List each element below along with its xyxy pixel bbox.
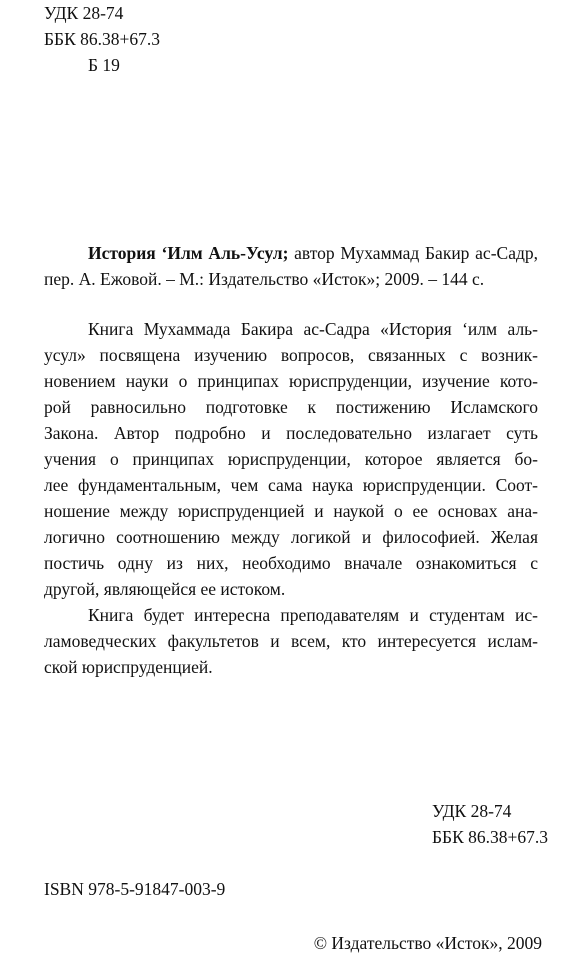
- paragraph-line: лее фундаментальным, чем сама наука юриспруденции. Соот-: [44, 475, 538, 495]
- biblio-line-1-content: [44, 240, 538, 266]
- bbk-code-bottom: ББК 86.38+67.3: [432, 827, 549, 847]
- biblio-line-2: пер. А. Ежовой. – М.: Издательство «Исток»; 2009. – 144 с.: [44, 269, 485, 289]
- biblio-line-1: [44, 240, 538, 266]
- paragraph-line: Книга будет интересна преподавателям и студентам ис-: [88, 605, 538, 625]
- isbn: ISBN 978-5-91847-003-9: [44, 879, 226, 899]
- paragraph-line: постичь одну из них, необходимо вначале ознакомиться с: [44, 553, 538, 573]
- paragraph-line: усул» посвящена изучению вопросов, связанных с возник-: [44, 345, 538, 365]
- paragraph-line: новением науки о принципах юриспруденции, изучение кото-: [44, 371, 538, 391]
- annotation-paragraph-1: [44, 316, 538, 602]
- udk-code: УДК 28-74: [44, 3, 124, 23]
- annotation: [44, 316, 538, 680]
- classification-codes-bottom: [432, 798, 548, 850]
- paragraph-line: логично соотношению между логикой и философией. Желая: [44, 527, 538, 547]
- paragraph-line: другой, являющейся ее истоком.: [44, 579, 286, 599]
- paragraph-line: ской юриспруденцией.: [44, 657, 213, 677]
- author-mark: Б 19: [88, 55, 120, 75]
- book-title: История ‘Илм Аль-Усул;: [88, 243, 289, 263]
- biblio-author-text: автор Мухаммад Бакир ас-Садр,: [288, 243, 538, 263]
- bibliographic-record: [44, 240, 538, 292]
- paragraph-line: учения о принципах юриспруденции, которое является бо-: [44, 449, 538, 469]
- paragraph-line: Закона. Автор подробно и последовательно излагает суть: [44, 423, 538, 443]
- udk-code-bottom: УДК 28-74: [432, 801, 512, 821]
- annotation-paragraph-2: [44, 602, 538, 680]
- bbk-code: ББК 86.38+67.3: [44, 29, 161, 49]
- paragraph-line: ламоведческих факультетов и всем, кто интересуется ислам-: [44, 631, 538, 651]
- classification-codes-top: [44, 0, 160, 78]
- paragraph-line: рой равносильно подготовке к постижению Исламского: [44, 397, 538, 417]
- paragraph-line: ношение между юриспруденцией и наукой о ее основах ана-: [44, 501, 538, 521]
- paragraph-line: Книга Мухаммада Бакира ас-Садра «История ‘илм аль-: [88, 319, 538, 339]
- copyright-notice: © Издательство «Исток», 2009: [313, 933, 542, 953]
